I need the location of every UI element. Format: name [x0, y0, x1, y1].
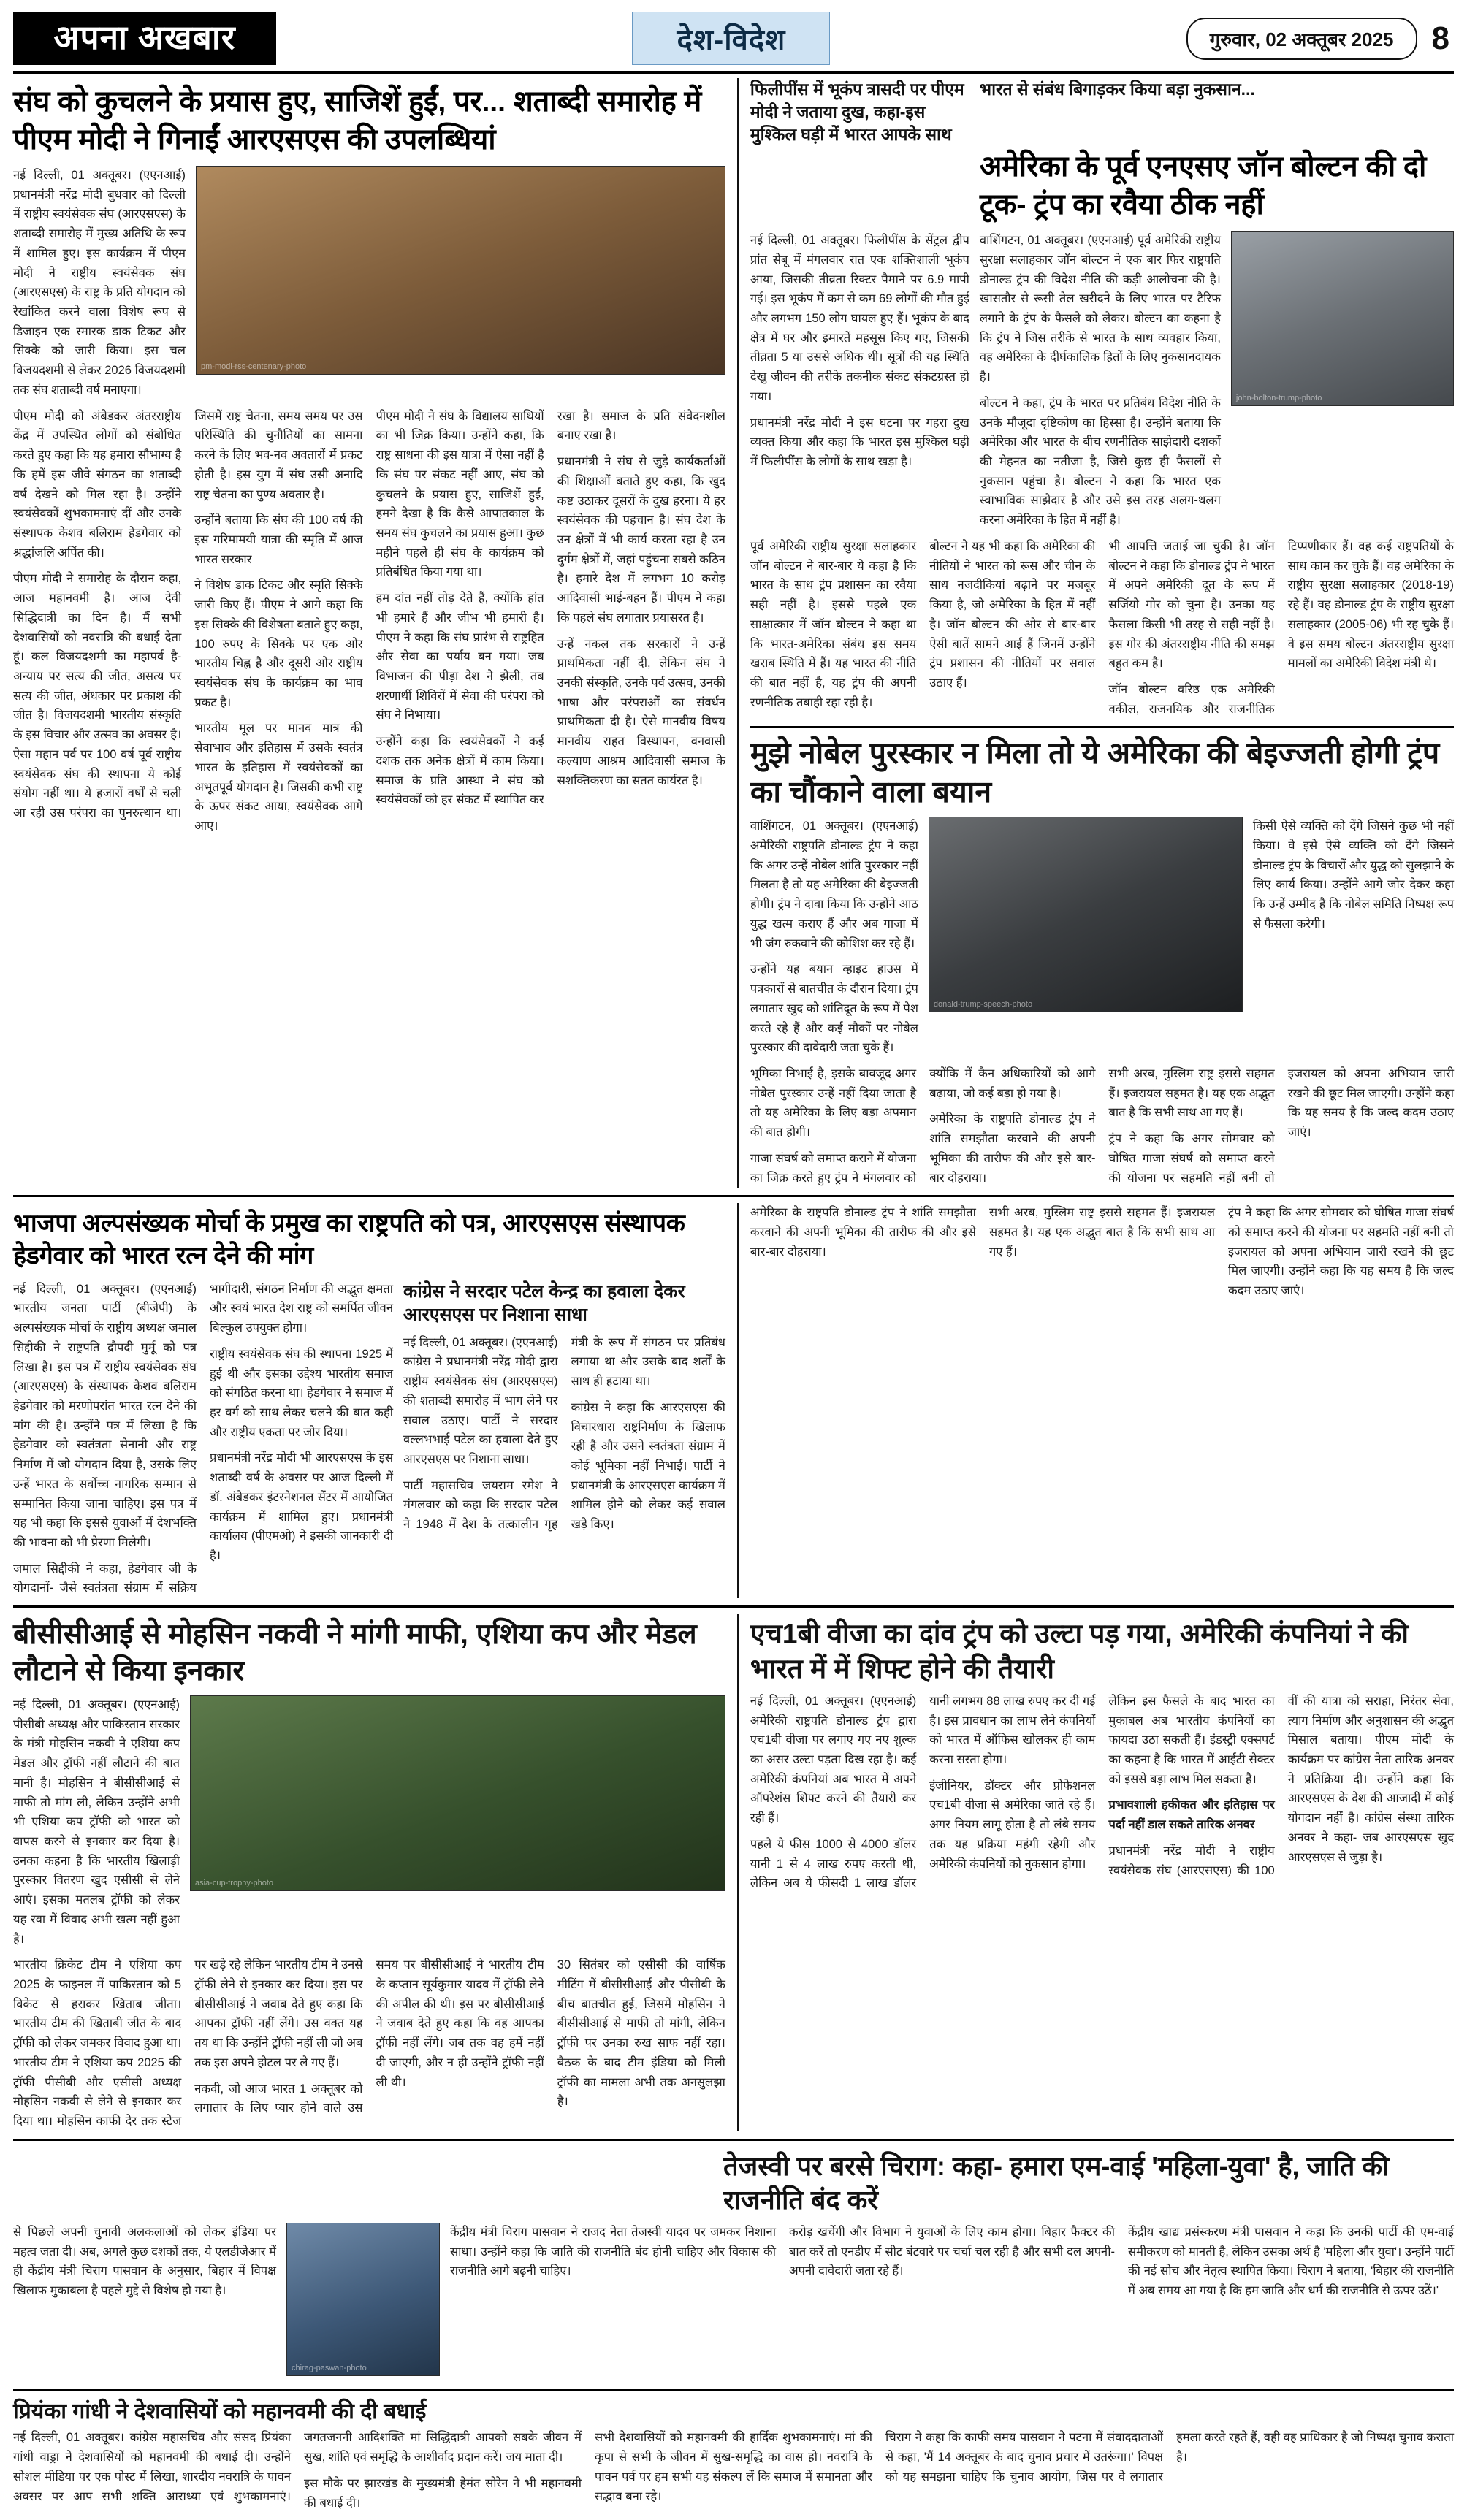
nobel-text-col-3 — [1253, 817, 1454, 1064]
paragraph: 30 सितंबर को एसीसी की वार्षिक मीटिंग में बीसीसीआई और पीसीबी के बीच बातचीत हुई, जिसमें मोहसिन ने बीसीसीआई से माफी तो मांगी, लेकिन ट्रॉफी पर उनका रुख साफ नहीं रहा। बैठक के बाद टीम इंडिया को मिली ट्रॉफी का मामला अभी तक अनसुलझा है। — [557, 1958, 725, 2109]
bolton-trump-photo — [1231, 231, 1454, 406]
paragraph: सभी अरब, मुस्लिम राष्ट्र इससे सहमत हैं। इजरायल सहमत है। यह एक अद्भुत बात है कि सभी साथ आ गए हैं। — [988, 1206, 1215, 1259]
paragraph: भारतीय क्रिकेट टीम ने एशिया कप 2025 के फाइनल में पाकिस्तान को 5 विकेट से हराकर खिताब जीता। भारतीय टीम की खिताबी जीत के बाद ट्रॉफी को लेकर जमकर विवाद हुआ था। भारतीय टीम ने एशिया कप 2025 की ट्रॉफी पीसीबी और एसीसी अध्यक्ष मोहसिन नकवी से लेने से इनकार कर दिया था। मोहसिन काफी देर तक स्टेज पर खड़े रहे लेकिन भारतीय टीम ने उनसे ट्रॉफी लेने से इनकार कर दिया। इस पर बीसीसीआई ने जवाब देते हुए कहा कि आपका ट्रॉफी नहीं लेंगे। उस वक्त यह तय था कि उन्होंने ट्रॉफी नहीं ली जो अब तक इस अपने होटल पर ले गए हैं। — [13, 1958, 363, 2128]
bolton-photo-caption: john-bolton-trump-photo — [1235, 394, 1322, 403]
article-bcci — [13, 1614, 725, 2131]
bolton-top-row — [750, 231, 1454, 537]
paragraph: सभी देशवासियों को महानवमी की हार्दिक शुभकामनाएं। मां की कृपा से सभी के जीवन में सुख-समृद्धि का वास हो। नवरात्रि के पावन पर्व पर हम सभी यह संकल्प लें कि समाज में समानता और सद्भाव बना रहे। — [595, 2431, 872, 2503]
paragraph: सभी अरब, मुस्लिम राष्ट्र इससे सहमत हैं। इजरायल सहमत है। यह एक अद्भुत बात है कि सभी साथ आ गए हैं। — [1108, 1066, 1275, 1120]
section-title: देश-विदेश — [632, 12, 830, 65]
bcci-photo-wrap — [190, 1695, 725, 1950]
middle-zone — [13, 1203, 1454, 1598]
paragraph: से पिछले अपनी चुनावी अलकलाओं को लेकर इंडिया पर महत्व जता दी। अब, अगले कुछ दशकों तक, ये एलडीजेआर में ही केंद्रीय मंत्री चिराग पासवान के अनुसार, बिहार में विपक्ष खिलाफ मुकाबला है पहले मुद्दे से विशेष हो गया है। — [13, 2225, 276, 2298]
paragraph: प्रधानमंत्री नरेंद्र मोदी ने इस घटना पर गहरा दुख व्यक्त किया और कहा कि भारत इस मुश्किल घड़ी में फिलीपींस के लोगों के साथ खड़ा है। — [750, 416, 969, 469]
column-divider — [737, 1203, 739, 1598]
bolton-head-row — [750, 148, 1454, 231]
rss-text-col-1 — [13, 166, 186, 407]
paragraph: बोल्टन ने यह भी कहा कि अमेरिका की नीतियों ने भारत को रूस और चीन के साथ नजदीकियां बढ़ाने पर मजबूर किया है, जो अमेरिका के हित में नहीं है। जॉन बोल्टन की ओर से बार-बार ऐसी बातें सामने आई हैं जिनमें उन्होंने ट्रंप प्रशासन की नीतियों पर सवाल उठाए हैं। — [929, 539, 1096, 690]
paragraph: गाजा संघर्ष को समाप्त कराने में योजना का जिक्र करते हुए ट्रंप ने मंगलवार को क्योंकि में कैन अधिकारियों को आगे बढ़ाया, जो कई बड़ा हो गया है। — [750, 1066, 1096, 1185]
paragraph: नई दिल्ली, 01 अक्तूबर। (एएनआई) कांग्रेस ने प्रधानमंत्री नरेंद्र मोदी द्वारा राष्ट्रीय स्वयंसेवक संघ (आरएसएस) की शताब्दी समारोह में भाग लेने पर सवाल उठाए। पार्टी ने सरदार वल्लभभाई पटेल का हवाला देते हुए आरएसएस पर निशाना साधा। — [403, 1335, 558, 1466]
article-bolton-body — [750, 537, 1454, 719]
paragraph: प्रधानमंत्री नरेंद्र मोदी भी आरएसएस के इस शताब्दी वर्ष के अवसर पर आज दिल्ली में डॉ. अंबेडकर इंटरनेशनल सेंटर में आयोजित कार्यक्रम में शामिल हुए। प्रधानमंत्री कार्यालय (पीएमओ) ने इसकी जानकारी दी है। — [210, 1451, 393, 1562]
logo-text: अपना अखबार — [53, 18, 236, 56]
nobel-top-row — [750, 817, 1454, 1064]
paragraph: उन्होंने कहा कि स्वयंसेवकों ने कई दशक तक अनेक क्षेत्रों में काम किया। समाज के प्रति आस्था ने संघ को स्वयंसेवकों को हर संकट में स्थापित कर रखा है। समाज के प्रति संवेदनशील बनाए रखा है। — [376, 409, 725, 807]
paragraph: ट्रंप ने कहा कि अगर सोमवार को घोषित गाजा संघर्ष को समाप्त करने की योजना पर सहमति नहीं बनी तो इजरायल को अपना अभियान जारी रखने की छूट मिल जाएगी। उन्होंने कहा कि यह समय है कि जल्द कदम उठाए जाएं। — [1227, 1206, 1454, 1298]
article-bjp-minority — [13, 1280, 393, 1599]
paragraph: उन्होंने यह बयान व्हाइट हाउस में पत्रकारों से बातचीत के दौरान दिया। ट्रंप लगातार खुद को शांतिदूत के रूप में पेश करते रहे हैं और कई मौकों पर नोबेल पुरस्कार की दावेदारी जता चुके हैं। — [750, 963, 918, 1055]
paragraph: कांग्रेस ने कहा कि आरएसएस की विचारधारा राष्ट्रनिर्माण के खिलाफ रही है और उसने स्वतंत्रता संग्राम में कोई भूमिका नहीं निभाई। पार्टी ने प्रधानमंत्री के आरएसएस कार्यक्रम में शामिल होने को लेकर कई सवाल खड़े किए। — [571, 1400, 725, 1532]
paragraph: हम दांत नहीं तोड़ देते हैं, क्योंकि हांत भी हमारे हैं और जीभ भी हमारी है। पीएम ने कहा कि संघ प्रारंभ से राष्ट्रहित और सेवा का पर्याय बन गया। जब विभाजन की पीड़ा देश ने झेली, तब शरणार्थी शिविरों में सेवा की परंपरा को संघ ने निभाया। — [376, 592, 544, 722]
divider — [13, 1605, 1454, 1608]
paragraph: नकवी, जो आज भारत 1 अक्तूबर को लगातार के लिए प्यार होने वाले उस समय पर बीसीसीआई ने भारतीय टीम के कप्तान सूर्यकुमार यादव में ट्रॉफी लेने की अपील की थी। इस पर बीसीसीआई ने जवाब देते हुए कहा कि वह आपका ट्रॉफी नहीं लेंगे। जब तक वह हमें नहीं दी जाएगी, और न ही उन्होंने ट्रॉफी नहीं ली थी। — [194, 1958, 544, 2115]
article-bjp-headline: भाजपा अल्पसंख्यक मोर्चा के प्रमुख का राष्ट्रपति को पत्र, आरएसएस संस्थापक हेडगेवार को भारत रत्न देने की मांग — [13, 1210, 685, 1270]
article-nobel-headline: मुझे नोबेल पुरस्कार न मिला तो ये अमेरिका की बेइज्जती होगी ट्रंप का चौंकाने वाला बयान — [750, 736, 1440, 809]
philippines-kicker: फिलीपींस में भूकंप त्रासदी पर पीएम मोदी ने जताया दुख, कहा-इस मुश्किल घड़ी में भारत आपके साथ — [750, 80, 964, 145]
masthead-right — [1186, 12, 1454, 65]
rss-photo-wrap — [196, 166, 725, 401]
paragraph: पार्टी महासचिव जयराम रमेश ने मंगलवार को कहा कि सरदार पटेल ने 1948 में देश के तत्कालीन गृह मंत्री के रूप में संगठन पर प्रतिबंध लगाया था और उसके बाद शर्तों के साथ ही हटाया था। — [403, 1335, 725, 1532]
paragraph: वाशिंगटन, 01 अक्तूबर। (एएनआई) पूर्व अमेरिकी राष्ट्रीय सुरक्षा सलाहकार जॉन बोल्टन ने एक बार फिर राष्ट्रपति डोनाल्ड ट्रंप की विदेश नीति की कड़ी आलोचना की है। खासतौर से रूसी तेल खरीदने के लिए भारत पर टैरिफ लगाने के ट्रंप के फैसले को लेकर। बोल्टन का कहना है कि ट्रंप ने जिस तरीके से भारत के साथ व्यवहार किया, वह अमेरिका के दीर्घकालिक हितों के लिए नुकसानदायक है। — [979, 234, 1221, 384]
bolton-photo-wrap — [1231, 231, 1454, 531]
article-bcci-body — [13, 1955, 725, 2131]
tejashwi-photo-wrap — [286, 2223, 440, 2376]
paragraph: वाशिंगटन, 01 अक्तूबर। (एएनआई) अमेरिकी राष्ट्रपति डोनाल्ड ट्रंप ने कहा कि अगर उन्हें नोबेल शांति पुरस्कार नहीं मिलता है तो यह अमेरिका की बेइज्जती होगी। ट्रंप ने दावा किया कि उन्होंने आठ युद्ध खत्म कराए हैं और अब गाजा में भी जंग रुकवाने की कोशिश कर रहे हैं। — [750, 820, 918, 950]
paragraph: चिराग ने कहा कि काफी समय पासवान ने पटना में संवाददाताओं से कहा, 'मैं 14 अक्तूबर के बाद चुनाव प्रचार में उतरूंगा।' विपक्ष को यह समझना चाहिए कि चुनाव आयोग, जिस पर वे लगातार हमला करते रहते हैं, वही वह प्राधिकार है जो निष्पक्ष चुनाव कराता है। — [885, 2431, 1454, 2483]
article-congress — [403, 1280, 725, 1599]
tejashwi-photo-caption: chirag-paswan-photo — [292, 2363, 367, 2372]
bolton-text-col — [980, 231, 1221, 537]
paragraph: करोड़ खर्चेगी और विभाग ने युवाओं के लिए काम होगा। बिहार फैक्टर की बात करें तो एनडीए में सीट बंटवारे पर चर्चा चल रही है और सभी दल अपनी-अपनी दावेदारी जता रहे हैं। — [789, 2225, 1115, 2278]
bolton-kickers — [750, 78, 1454, 148]
issue-date: गुरुवार, 02 अक्तूबर 2025 — [1186, 18, 1417, 60]
rss-photo — [196, 166, 725, 375]
philippines-body — [750, 231, 969, 537]
mid-right — [750, 1203, 1454, 1598]
article-tejashwi-headline: तेजस्वी पर बरसे चिराग: कहा- हमारा एम-वाई 'महिला-युवा' है, जाति की राजनीति बंद करें — [723, 2150, 1390, 2215]
bolton-kicker: भारत से संबंध बिगाड़कर किया बड़ा नुकसान... — [979, 80, 1255, 99]
article-bolton — [750, 78, 1454, 1188]
nobel-photo-caption: donald-trump-speech-photo — [933, 1000, 1033, 1009]
column-divider — [737, 78, 739, 1188]
article-rss-headline: संघ को कुचलने के प्रयास हुए, साजिशें हुईं, पर... शताब्दी समारोह में पीएम मोदी ने गिनाईं आरएसएस की उपलब्धियां — [13, 85, 702, 156]
nobel-text-col-1 — [750, 817, 918, 1064]
bcci-photo-caption: asia-cup-trophy-photo — [195, 1878, 274, 1887]
article-h1b-headline: एच1बी वीजा का दांव ट्रंप को उल्टा पड़ गया, अमेरिकी कंपनियां ने की भारत में में शिफ्ट होने की तैयारी — [750, 1619, 1409, 1684]
article-rss — [13, 78, 725, 1188]
paragraph: भूमिका निभाई है, इसके बावजूद अगर नोबेल पुरस्कार उन्हें नहीं दिया जाता है तो यह अमेरिका के लिए बड़ा अपमान की बात होगी। — [750, 1066, 917, 1139]
section-title-wrap — [276, 12, 1186, 65]
lower-zone — [13, 1614, 1454, 2131]
paragraph: जमाल सिद्दीकी ने कहा, हेडगेवार जी के योगदानों- जैसे स्वतंत्रता संग्राम में सक्रिय भागीदारी, संगठन निर्माण की अद्भुत क्षमता और स्वयं भारत देश राष्ट्र को समर्पित जीवन बिल्कुल उपयुक्त होगा। — [13, 1282, 393, 1595]
paragraph: पूर्व अमेरिकी राष्ट्रीय सुरक्षा सलाहकार जॉन बोल्टन ने बार-बार ये कहा है कि भारत के साथ ट्रंप प्रशासन का रवैया सही नहीं है। इससे पहले एक साक्षात्कार में जॉन बोल्टन ने कहा था कि भारत-अमेरिका संबंध इस समय खराब स्थिति में हैं। यह भारत की नीति की बात नहीं है, यह ट्रंप की अपनी रणनीतिक तबाही रहा रही है। — [750, 539, 917, 709]
bcci-top-row — [13, 1695, 725, 1955]
paragraph: पीएम मोदी को अंबेडकर अंतरराष्ट्रीय केंद्र में उपस्थित लोगों को संबोधित करते हुए कहा कि यह हमारा सौभाग्य है कि हमें इस जीवे संगठन का शताब्दी वर्ष देखने को मिल रहा है। उन्होंने स्वयंसेवकों शुभकामनाएं दीं और उनके संस्थापक केशव बलिराम हेडगेवार को श्रद्धांजलि अर्पित की। — [13, 409, 182, 560]
paragraph: नई दिल्ली, 01 अक्तूबर। (एएनआई) पीसीबी अध्यक्ष और पाकिस्तान सरकार के मंत्री मोहसिन नकवी ने एशिया कप मेडल और ट्रॉफी नहीं लौटाने की बात मानी है। मोहसिन ने बीसीसीआई से माफी तो मांग ली, लेकिन उन्होंने अभी भी एशिया कप ट्रॉफी को भारत को वापस करने से इनकार कर दिया है। उनका कहना है कि भारतीय खिलाड़ी पुरस्कार वितरण खुद एसीसी से लेने आएं। इसका मतलब ट्रॉफी को लेकर यह रवा में विवाद अभी खत्म नहीं हुआ है। — [13, 1698, 180, 1946]
paragraph: नई दिल्ली, 01 अक्तूबर। (एएनआई) अमेरिकी राष्ट्रपति डोनाल्ड ट्रंप द्वारा एच1बी वीजा पर लगाए गए नए शुल्क का असर उल्टा पड़ता दिख रहा है। कई अमेरिकी कंपनियां अब भारत में अपने ऑपरेशंस शिफ्ट करने की तैयारी कर रही हैं। — [750, 1694, 917, 1825]
paragraph: अमेरिका के राष्ट्रपति डोनाल्ड ट्रंप ने शांति समझौता करवाने की अपनी भूमिका की तारीफ की और इसे बार-बार दोहराया। — [750, 1206, 976, 1259]
nobel-overflow-body — [750, 1203, 1454, 1301]
divider — [13, 1195, 1454, 1197]
article-h1b-body — [750, 1692, 1454, 1893]
paragraph: पहले ये फीस 1000 से 4000 डॉलर यानी 1 से 4 लाख रुपए करती थी, लेकिन अब ये फीसदी 1 लाख डॉलर यानी लगभग 88 लाख रुपए कर दी गई है। इस प्रावधान का लाभ लेने कंपनियों को भारत में ऑफिस खोलकर ही काम करना सस्ता होगा। — [750, 1694, 1096, 1890]
rss-photo-caption: pm-modi-rss-centenary-photo — [201, 362, 307, 371]
newspaper-logo — [13, 12, 276, 65]
bcci-text-col-1 — [13, 1695, 180, 1955]
bjp-congress-row — [13, 1280, 725, 1599]
article-priyanka — [13, 2397, 1454, 2513]
divider — [13, 2389, 1454, 2391]
paragraph: अमेरिका के राष्ट्रपति डोनाल्ड ट्रंप ने शांति समझौता करवाने की अपनी भूमिका की तारीफ की और इसे बार-बार दोहराया। — [929, 1112, 1096, 1185]
paragraph: उन्हें नकल तक सरकारों ने उन्हें प्राथमिकता नहीं दी, लेकिन संघ ने उनकी संस्कृति, उनके पर्व उत्सव, उनकी भाषा और परंपराओं का संवर्धन प्राथमिकता दी है। ऐसे मानवीय विषय मानवीय राहत विस्थापन, वनवासी कल्याण आश्रम आदिवासी समाज के सशक्तिकरण का सतत कार्यरत है। — [557, 637, 725, 787]
tejashwi-body-row — [13, 2223, 1454, 2382]
paragraph: केंद्रीय मंत्री चिराग पासवान ने राजद नेता तेजस्वी यादव पर जमकर निशाना साधा। उन्होंने कहा कि जाति की राजनीति बंद होनी चाहिए और विकास की राजनीति आगे बढ़नी चाहिए। — [450, 2225, 776, 2278]
paragraph: जॉन बोल्टन वरिष्ठ एक अमेरिकी वकील, राजनयिक और राजनीतिक टिप्पणीकार हैं। वह कई राष्ट्रपतियों के साथ काम कर चुके हैं। वह अमेरिका के राष्ट्रीय सुरक्षा सलाहकार (2018-19) रहे हैं। वह डोनाल्ड ट्रंप के राष्ट्रीय सुरक्षा सलाहकार (2005-06) भी रह चुके हैं। वे इस समय बोल्टन अंतरराष्ट्रीय सुरक्षा मामलों का अमेरिकी विदेश मंत्री थे। — [1108, 539, 1454, 716]
page-number: 8 — [1431, 20, 1449, 56]
divider — [750, 726, 1454, 728]
tejashwi-cols-rest — [450, 2223, 1454, 2382]
nobel-photo-wrap — [929, 817, 1243, 1058]
chirag-paswan-photo — [286, 2223, 440, 2376]
article-bolton-headline: अमेरिका के पूर्व एनएसए जॉन बोल्टन की दो टूक- ट्रंप का रवैया ठीक नहीं — [979, 150, 1427, 221]
divider — [13, 2139, 1454, 2141]
article-priyanka-headline: प्रियंका गांधी ने देशवासियों को महानवमी की दी बधाई — [13, 2399, 427, 2424]
asia-cup-photo — [190, 1695, 725, 1891]
article-priyanka-body — [13, 2428, 1454, 2513]
rss-col-1-body — [13, 166, 186, 400]
article-nobel-body — [750, 1064, 1454, 1188]
tejashwi-col-1 — [13, 2223, 276, 2382]
paragraph: केंद्रीय खाद्य प्रसंस्करण मंत्री पासवान ने कहा कि उनकी पार्टी की एम-वाई समीकरण को मानती है, लेकिन उसका अर्थ है 'महिला और युवा'। उन्होंने पार्टी की नई सोच और नेतृत्व स्थापित किया। चिराग ने बताया, 'बिहार की राजनीति में अब समय आ गया है कि हम जाति और धर्म की राजनीति से ऊपर उठें।' — [1128, 2225, 1454, 2298]
paragraph: ने विशेष डाक टिकट और स्मृति सिक्के जारी किए हैं। पीएम ने आगे कहा कि इस सिक्के की विशेषता बताते हुए कहा, 100 रुपए के सिक्के पर एक ओर भारतीय चिह्न है और दूसरी ओर राष्ट्रीय स्वयंसेवक संघ के कार्यक्रम का भाव प्रकट है। — [194, 579, 363, 709]
article-nobel — [750, 734, 1454, 1188]
paragraph: ट्रंप ने कहा कि अगर सोमवार को घोषित गाजा संघर्ष को समाप्त करने की योजना पर सहमति नहीं बनी तो इजरायल को अपना अभियान जारी रखने की छूट मिल जाएगी। उन्होंने कहा कि यह समय है कि जल्द कदम उठाए जाएं। — [1108, 1066, 1454, 1185]
mid-left — [13, 1203, 725, 1598]
article-rss-body — [13, 407, 725, 836]
column-divider — [737, 1614, 739, 2131]
rss-top-row — [13, 166, 725, 407]
paragraph: बोल्टन ने कहा, ट्रंप के भारत पर प्रतिबंध विदेश नीति के उनके मौजूदा दृष्टिकोण का हिस्सा है। उन्होंने बताया कि अमेरिका और भारत के बीच रणनीतिक साझेदारी दशकों की मेहनत का नतीजा है, जिसे कुछ ही फैसलों से नुकसान पहुंचा है। बोल्टन ने कहा कि भारत एक स्वाभाविक साझेदार है और उसे इस तरह अलग-थलग करना अमेरिका के हित में नहीं है। — [979, 396, 1221, 527]
paragraph: पीएम मोदी ने संघ के विद्यालय साथियों का भी जिक्र किया। उन्होंने कहा, कि राष्ट्र साधना की इस यात्रा में ऐसा नहीं है कि संघ पर संकट नहीं आए, संघ को कुचलने के प्रयास हुए, साजिशें हुईं, हमने देखा है कि कैसे आपातकाल के समय संघ कुचलने का प्रयास हुआ। कुछ महीने पहले ही संघ के कार्यक्रम को प्रतिबंधित किया गया था। — [376, 409, 544, 579]
top-zone — [13, 78, 1454, 1188]
paragraph: नई दिल्ली, 01 अक्तूबर। फिलीपींस के सेंट्रल द्वीप प्रांत सेबू में मंगलवार रात एक शक्तिशाली भूकंप आया, जिसकी तीव्रता रिक्टर पैमाने पर 6.9 मापी गई। इस भूकंप में कम से कम 69 लोगों की मौत हुई और लगभग 150 लोग घायल हुए हैं। भूकंप के बाद क्षेत्र में घर और इमारतें महसूस किए गए, जिसकी तीव्रता 5 या उससे अधिक थी। सूत्रों की यह स्थिति देखु जीवन की तरीके तकनीक संकट संकटग्रस्त हो गया। — [750, 234, 969, 403]
paragraph: राष्ट्रीय स्वयंसेवक संघ की स्थापना 1925 में हुई थी और इसका उद्देश्य भारतीय समाज को संगठित करना था। हेडगेवार ने समाज में हर वर्ग को साथ लेकर चलने की बात कही और राष्ट्रीय एकता पर जोर दिया। — [210, 1347, 393, 1439]
paragraph: नई दिल्ली, 01 अक्तूबर। (एएनआई) भारतीय जनता पार्टी (बीजेपी) के अल्पसंख्यक मोर्चा के राष्ट्रीय अध्यक्ष जमाल सिद्दीकी ने राष्ट्रपति द्रौपदी मुर्मू को पत्र लिखा है। इस पत्र में राष्ट्रीय स्वयंसेवक संघ (आरएसएस) के संस्थापक केशव बलिराम हेडगेवार को मरणोपरांत भारत रत्न देने की मांग की है। उन्होंने पत्र में लिखा है कि हेडगेवार को स्वतंत्रता सेनानी और राष्ट्र निर्माण में जो योगदान दिया है, उसके लिए उन्हें भारत के सर्वोच्च नागरिक सम्मान से सम्मानित किया जाना चाहिए। इस पत्र में यह भी कहा कि इससे युवाओं में देशभक्ति की भावना को भी प्रेरणा मिलेगी। — [13, 1282, 197, 1549]
trump-speech-photo — [929, 817, 1243, 1012]
paragraph: लेकिन इस फैसले के बाद भारत का मुकाबल अब भारतीय कंपनियों का फायदा उठा सकती हैं। इंडस्ट्री एक्सपर्ट का कहना है कि भारत में आईटी सेक्टर को इससे बड़ा लाभ मिल सकता है। — [1108, 1694, 1275, 1786]
paragraph: प्रधानमंत्री ने संघ से जुड़े कार्यकर्ताओं की शिक्षाओं बताते हुए कहा, कि खुद कष्ट उठाकर दूसरों के दुख हरना। ये हर स्वयंसेवक की पहचान है। संघ देश के उन क्षेत्रों में भी कार्य करता रहा है उन दुर्गम क्षेत्रों में, जहां पहुंचना सबसे कठिन है। हमारे देश में लगभग 10 करोड़ आदिवासी भाई-बहन हैं। पीएम ने कहा कि पहले संघ लगातार प्रयासरत है। — [557, 455, 725, 625]
paragraph: प्रधानमंत्री नरेंद्र मोदी ने राष्ट्रीय स्वयंसेवक संघ (आरएसएस) की 100 वीं की यात्रा को सराहा, निरंतर सेवा, त्याग निर्माण और अनुशासन की अद्भुत मिसाल बताया। पीएम मोदी के कार्यक्रम पर कांग्रेस नेता तारिक अनवर ने प्रतिक्रिया दी। उन्होंने कहा कि आरएसएस के देश की आजादी में कोई योगदान नहीं है। कांग्रेस संस्था तारिक अनवर ने कहा- जब आरएसएस खुद आरएसएस से जुड़ा है। — [1108, 1694, 1454, 1877]
article-h1b — [750, 1614, 1454, 2131]
h1b-subhead: प्रभावशाली हकीकत और इतिहास पर पर्दा नहीं डाल सकते तारिक अनवर — [1108, 1798, 1275, 1832]
paragraph: पीएम मोदी ने समारोह के दौरान कहा, आज महानवमी है। आज देवी सिद्धिदात्री का दिन है। मैं सभी देशवासियों को नवरात्रि की बधाई देता हूं। कल विजयदशमी का महापर्व है- अन्याय पर सत्य की जीत, असत्य पर सत्य की जीत, अंधकार पर प्रकाश की जीत है। विजयदशमी भारतीय संस्कृति के इस विचार और उत्सव का अवसर है। ऐसा महान पर्व पर 100 वर्ष पूर्व राष्ट्रीय स्वयंसेवक संघ की स्थापना ये कोई संयोग नहीं था। ये हजारों वर्षों से चली आ रही उस परंपरा का पुनरुत्थान था। जिसमें राष्ट्र चेतना, समय समय पर उस परिस्थिति की चुनौतियों का सामना करने के लिए भव-नव अवतारों में प्रकट होती है। इस युग में संघ उसी अनादि राष्ट्र चेतना का पुण्य अवतार है। — [13, 409, 363, 820]
paragraph: किसी ऐसे व्यक्ति को देंगे जिसने कुछ भी नहीं किया। वे इसे ऐसे व्यक्ति को देंगे जिसने डोनाल्ड ट्रंप के विचारों और युद्ध को सुलझाने के लिए कार्य किया। उन्होंने आगे जोर देकर कहा कि उन्हें उम्मीद है कि नोबेल समिति निष्पक्ष रूप से फैसला करेगी। — [1252, 820, 1454, 931]
paragraph: उन्होंने बताया कि संघ की 100 वर्ष की इस गरिमामयी यात्रा की स्मृति में आज भारत सरकार — [194, 513, 363, 566]
paragraph: इंजीनियर, डॉक्टर और प्रोफेशनल एच1बी वीजा से अमेरिका जाते रहे हैं। अगर नियम लागू होता है तो लंबे समय तक यह प्रक्रिया महंगी रहेगी और अमेरिकी कंपनियों को नुकसान होगा। — [929, 1779, 1096, 1871]
paragraph: नई दिल्ली, 01 अक्तूबर। कांग्रेस महासचिव और संसद प्रियंका गांधी वाड्रा ने देशवासियों को महानवमी की बधाई दी। उन्होंने सोशल मीडिया पर एक पोस्ट में लिखा, शारदीय नवरात्रि के पावन अवसर पर आप सभी शक्ति आराध्या एवं शुभकामनाएं। जगतजननी आदिशक्ति मां सिद्धिदात्री आपको सबके जीवन में सुख, शांति एवं समृद्धि के आशीर्वाद प्रदान करें। जय माता दी। — [13, 2431, 582, 2503]
paragraph: भी आपत्ति जताई जा चुकी है। जॉन बोल्टन ने कहा कि डोनाल्ड ट्रंप ने भारत में अपने अमेरिकी दूत के रूप में सर्जियो गोर को चुना है। उनका यह फैसला किसी भी तरह से सही नहीं है। इस गोर की अंतरराष्ट्रीय नीति की समझ बहुत कम है। — [1108, 539, 1275, 671]
article-congress-kicker: कांग्रेस ने सरदार पटेल केन्द्र का हवाला देकर आरएसएस पर निशाना साधा — [403, 1280, 685, 1326]
paragraph: भारतीय मूल पर मानव मात्र की सेवाभाव और इतिहास में उसके स्वतंत्र भारत के इतिहास में स्वयंसेवकों का अभूतपूर्व योगदान है। जिसकी कभी राष्ट्र के ऊपर संकट आया, स्वयंसेवक आगे आए। — [194, 722, 363, 833]
paragraph: नई दिल्ली, 01 अक्तूबर। (एएनआई) प्रधानमंत्री नरेंद्र मोदी बुधवार को दिल्ली में राष्ट्रीय स्वयंसेवक संघ (आरएसएस) के शताब्दी समारोह में मुख्य अतिथि के रूप में शामिल हुए। इस कार्यक्रम में पीएम मोदी ने राष्ट्रीय स्वयंसेवक संघ (आरएसएस) के राष्ट्र के प्रति योगदान को रेखांकित करने वाला विशेष रूप से डिजाइन एक स्मारक डाक टिकट और सिक्के को जारी किया। इस चल विजयदशमी से लेकर 2026 विजयदशमी तक संघ शताब्दी वर्ष मनाएगा। — [13, 169, 186, 397]
paragraph: इस मौके पर झारखंड के मुख्यमंत्री हेमंत सोरेन ने भी महानवमी की बधाई दी। — [304, 2476, 582, 2510]
masthead — [13, 12, 1454, 74]
article-bcci-headline: बीसीसीआई से मोहसिन नकवी ने मांगी माफी, एशिया कप और मेडल लौटाने से किया इनकार — [13, 1619, 697, 1687]
